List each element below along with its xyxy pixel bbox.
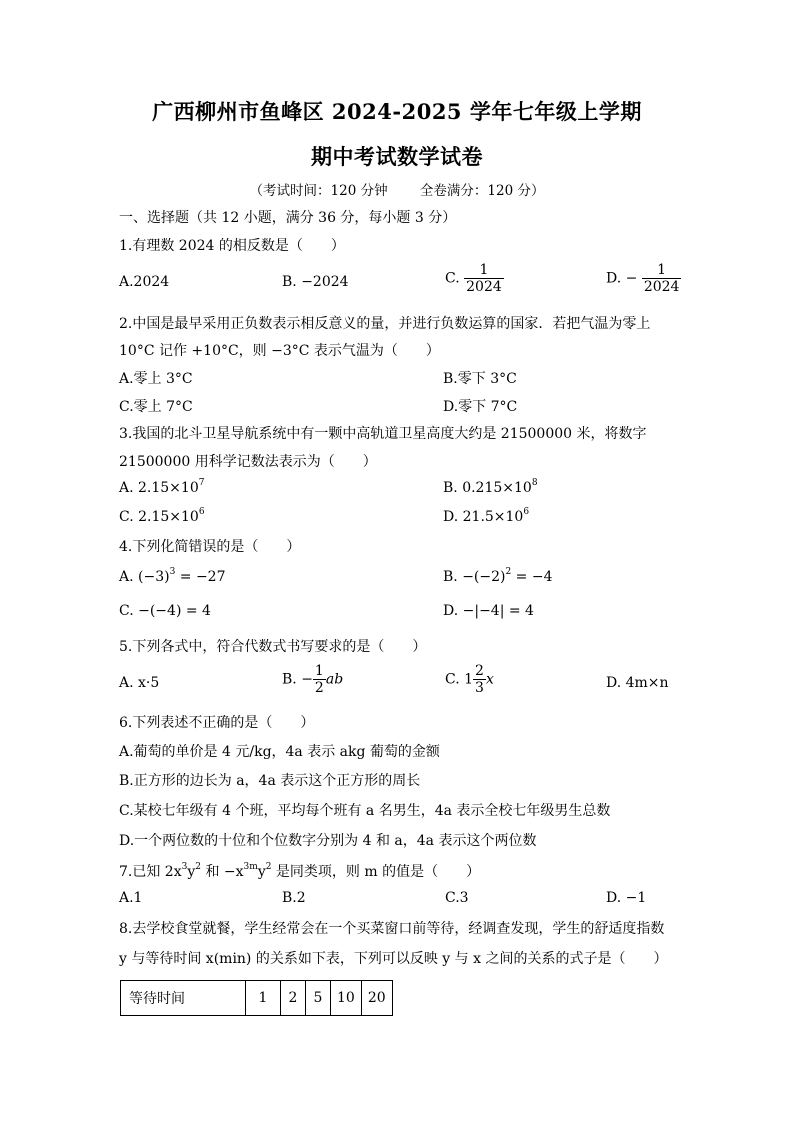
q7-option-a: A.1 [119,890,143,906]
q4-b-pre: B. −(−2) [443,569,506,585]
q7-e2: 2 [195,862,202,872]
table-row [121,981,393,1016]
q4-option-b [443,569,553,585]
exam-info [0,179,794,199]
q5-c-fraction [473,663,486,696]
q2-option-c: C.零上 7°C [119,399,193,415]
waiting-time-table [120,980,393,1016]
q5-b-den: 2 [314,680,324,697]
q1-c-num: 1 [464,262,504,279]
q4-a-exp: 3 [169,567,176,577]
exam-title-line2: 期中考试数学试卷 [311,144,483,169]
q5-option-b [282,663,343,696]
q5-b-fraction [313,663,326,696]
q6-stem: 6.下列表述不正确的是（ ） [119,715,315,731]
q7-e1: 3 [181,862,188,872]
q5-option-c [445,663,494,696]
q3-a-base: A. 2.15×10 [119,480,199,496]
q2-stem-line1: 2.中国是最早采用正负数表示相反意义的量，并进行负数运算的国家．若把气温为零上 [119,316,651,332]
q3-b-base: B. 0.215×10 [443,480,532,496]
q4-b-post: = −4 [511,569,553,585]
q4-b-exp: 2 [505,567,512,577]
q3-option-b [443,480,538,496]
q4-option-a [119,569,226,585]
q3-option-c [119,509,205,525]
q7-s5: 是同类项，则 m 的值是（ ） [271,864,481,880]
q1-option-c [445,262,504,295]
q4-option-c: C. −(−4) = 4 [119,603,211,619]
q5-option-d: D. 4m×n [606,675,669,691]
q1-option-a: A.2024 [119,274,170,290]
table-cell: 10 [331,981,362,1016]
q6-option-c: C.某校七年级有 4 个班，平均每个班有 a 名男生，4a 表示全校七年级男生总数 [119,803,611,819]
q5-c-den: 3 [475,680,484,697]
q7-e3: 3m [243,862,258,872]
table-header-cell: 等待时间 [121,981,246,1016]
q1-stem: 1.有理数 2024 的相反数是（ ） [119,238,345,254]
q1-c-fraction [464,262,504,295]
q1-option-b: B. −2024 [282,274,349,290]
q4-stem: 4.下列化简错误的是（ ） [119,539,301,555]
q1-d-den: 2024 [643,279,680,296]
q7-option-d: D. −1 [606,890,647,906]
section-heading: 一、选择题（共 12 小题，满分 36 分，每小题 3 分） [119,210,457,226]
q1-d-prefix: D. − [606,270,638,287]
q3-a-exp: 7 [198,478,205,488]
q3-stem-line2: 21500000 用科学记数法表示为（ ） [119,454,377,470]
q6-option-a: A.葡萄的单价是 4 元/kg，4a 表示 akg 葡萄的金额 [119,744,440,760]
q8-stem-line2: y 与等待时间 x(min) 的关系如下表，下列可以反映 y 与 x 之间的关系的式子是（ ） [119,951,668,967]
q5-b-pre: B. − [282,671,313,688]
q3-option-d [443,509,529,525]
q7-s4: y [257,864,266,880]
q5-b-num: 1 [314,663,324,679]
q3-b-exp: 8 [531,478,538,488]
q6-option-b: B.正方形的边长为 a，4a 表示这个正方形的周长 [119,773,421,789]
q5-b-post: ab [325,671,344,688]
q5-c-post: x [485,671,494,688]
q3-stem-line1: 3.我国的北斗卫星导航系统中有一颗中高轨道卫星高度大约是 21500000 米，将数字 [119,426,647,442]
q3-option-a [119,480,204,496]
exam-title-line1: 广西柳州市鱼峰区 2024-2025 学年七年级上学期 [152,99,642,124]
q7-s1: 7.已知 2x [119,864,182,880]
q1-option-d [606,262,681,295]
q5-c-num: 2 [475,663,484,679]
q2-stem-line2: 10°C 记作 +10°C，则 −3°C 表示气温为（ ） [119,343,440,359]
q1-d-num: 1 [642,262,682,279]
q2-option-b: B.零下 3°C [443,371,517,387]
table-cell: 5 [306,981,331,1016]
q1-d-fraction [642,262,682,295]
q3-c-base: C. 2.15×10 [119,509,199,525]
table-cell: 1 [246,981,281,1016]
q6-option-d: D.一个两位数的十位和个位数字分别为 4 和 a，4a 表示这个两位数 [119,833,537,849]
q5-c-pre: C. 1 [445,671,474,688]
q3-d-base: D. 21.5×10 [443,509,524,525]
q7-option-c: C.3 [445,890,469,906]
q3-d-exp: 6 [523,507,530,517]
q3-c-exp: 6 [198,507,205,517]
q2-option-a: A.零上 3°C [119,371,193,387]
q2-option-d: D.零下 7°C [443,399,518,415]
q4-option-d: D. −|−4| = 4 [443,603,534,619]
q7-e4: 2 [265,862,272,872]
table-cell: 20 [361,981,392,1016]
q5-stem: 5.下列各式中，符合代数式书写要求的是（ ） [119,639,427,655]
q5-option-a: A. x·5 [119,675,160,691]
q7-option-b: B.2 [282,890,306,906]
full-score: 全卷满分：120 分） [419,183,545,199]
q1-c-prefix: C. [445,270,460,287]
q7-s3: 和 −x [201,864,244,880]
q8-stem-line1: 8.去学校食堂就餐，学生经常会在一个买菜窗口前等待，经调查发现，学生的舒适度指数 [119,921,665,937]
table-cell: 2 [281,981,306,1016]
q7-stem [119,861,480,881]
q4-a-pre: A. (−3) [119,569,170,585]
q7-s2: y [187,864,196,880]
q1-c-den: 2024 [466,279,502,296]
exam-time: （考试时间：120 分钟 [249,183,388,199]
q4-a-post: = −27 [175,569,226,585]
